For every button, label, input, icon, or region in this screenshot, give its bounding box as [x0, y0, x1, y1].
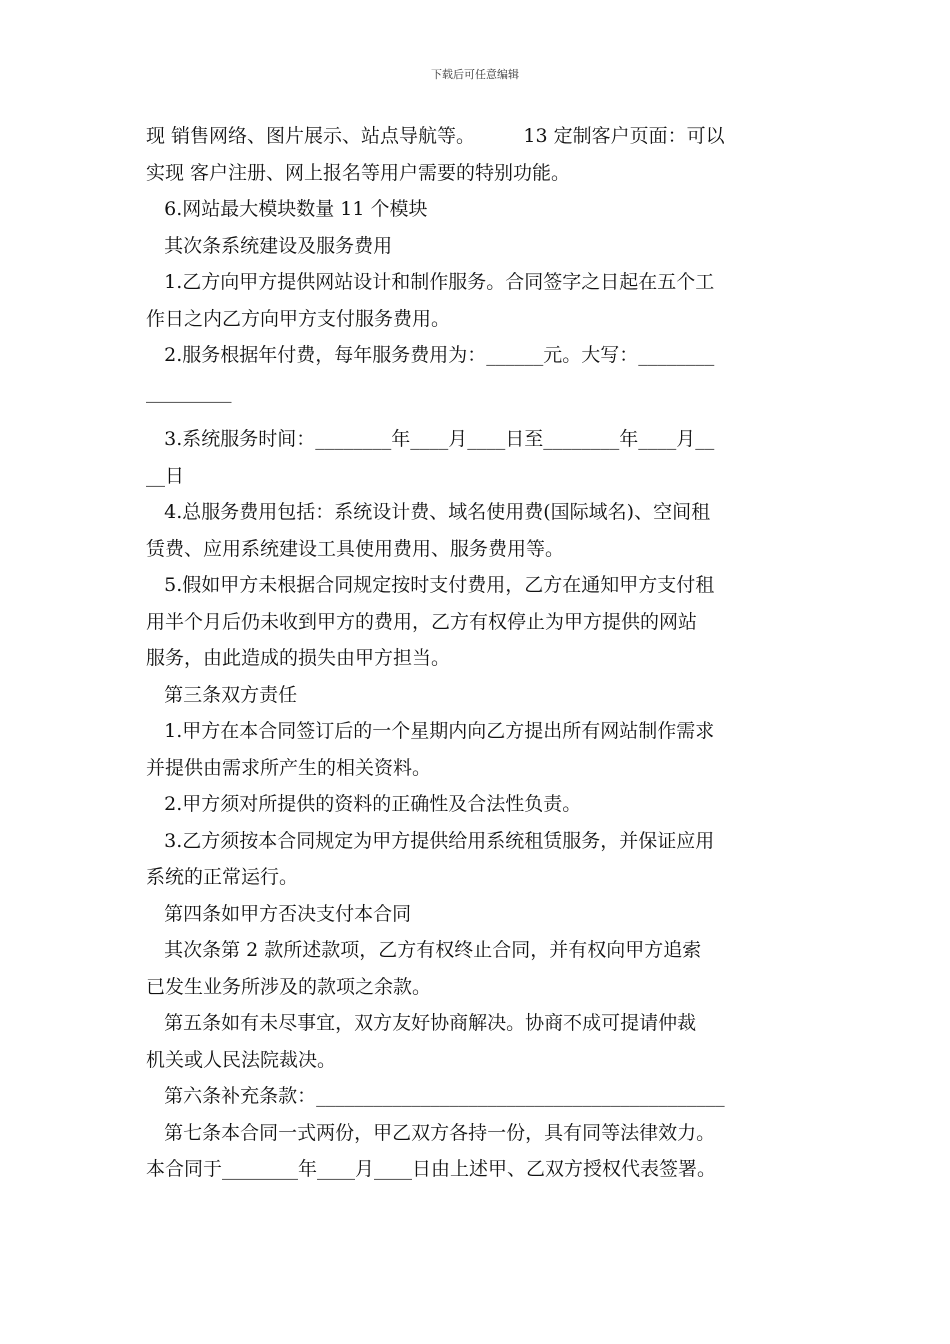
- section-heading: 第三条双方责任: [146, 683, 298, 706]
- text-line: 实现 客户注册、网上报名等用户需要的特别功能。: [146, 161, 571, 184]
- text-line: 作日之内乙方向甲方支付服务费用。: [146, 307, 451, 330]
- text-line: 第六条补充条款：___________________________________________: [146, 1085, 725, 1107]
- text-line: 4.总服务费用包括：系统设计费、域名使用费(国际域名)、空间租: [146, 501, 711, 523]
- text-line: 6.网站最大模块数量 11 个模块: [146, 198, 428, 220]
- text-line: 3.系统服务时间：________年____月____日至________年____月__: [146, 428, 715, 450]
- text-line: 本合同于________年____月____日由上述甲、乙双方授权代表签署。: [146, 1158, 717, 1180]
- section-heading: 第四条如甲方否决支付本合同: [146, 902, 412, 925]
- text-line: 2.服务根据年付费，每年服务费用为：______元。大写：________: [146, 344, 715, 366]
- text-line: 5.假如甲方未根据合同规定按时支付费用，乙方在通知甲方支付租: [146, 574, 715, 596]
- text-line: 其次条第 2 款所述款项，乙方有权终止合同，并有权向甲方追索: [146, 939, 702, 961]
- text-line: 1.甲方在本合同签订后的一个星期内向乙方提出所有网站制作需求: [146, 720, 715, 742]
- header-note: 下载后可任意编辑: [431, 68, 519, 81]
- text-line: _________: [146, 380, 232, 403]
- text-line: 机关或人民法院裁决。: [146, 1048, 337, 1071]
- text-line: 系统的正常运行。: [146, 866, 299, 888]
- text-line: 用半个月后仍未收到甲方的费用，乙方有权停止为甲方提供的网站: [146, 610, 698, 633]
- text-line: 并提供由需求所产生的相关资料。: [146, 756, 432, 779]
- contract-body: [146, 118, 811, 1188]
- text-line: 已发生业务所涉及的款项之余款。: [146, 975, 432, 998]
- text-line: 2.甲方须对所提供的资料的正确性及合法性负责。: [146, 793, 582, 815]
- text-line: 第七条本合同一式两份，甲乙双方各持一份，具有同等法律效力。: [146, 1121, 716, 1144]
- text-line: __日: [146, 464, 185, 487]
- text-line: 1.乙方向甲方提供网站设计和制作服务。合同签字之日起在五个工: [146, 271, 715, 293]
- text-line: 第五条如有未尽事宜，双方友好协商解决。协商不成可提请仲裁: [146, 1012, 697, 1034]
- section-heading: 其次条系统建设及服务费用: [146, 234, 393, 257]
- text-line: 3.乙方须按本合同规定为甲方提供给用系统租赁服务，并保证应用: [146, 829, 715, 852]
- text-line: 服务，由此造成的损失由甲方担当。: [146, 647, 451, 669]
- text-line: 现 销售网络、图片展示、站点导航等。 13 定制客户页面：可以: [146, 125, 725, 147]
- text-line: 赁费、应用系统建设工具使用费用、服务费用等。: [146, 537, 565, 560]
